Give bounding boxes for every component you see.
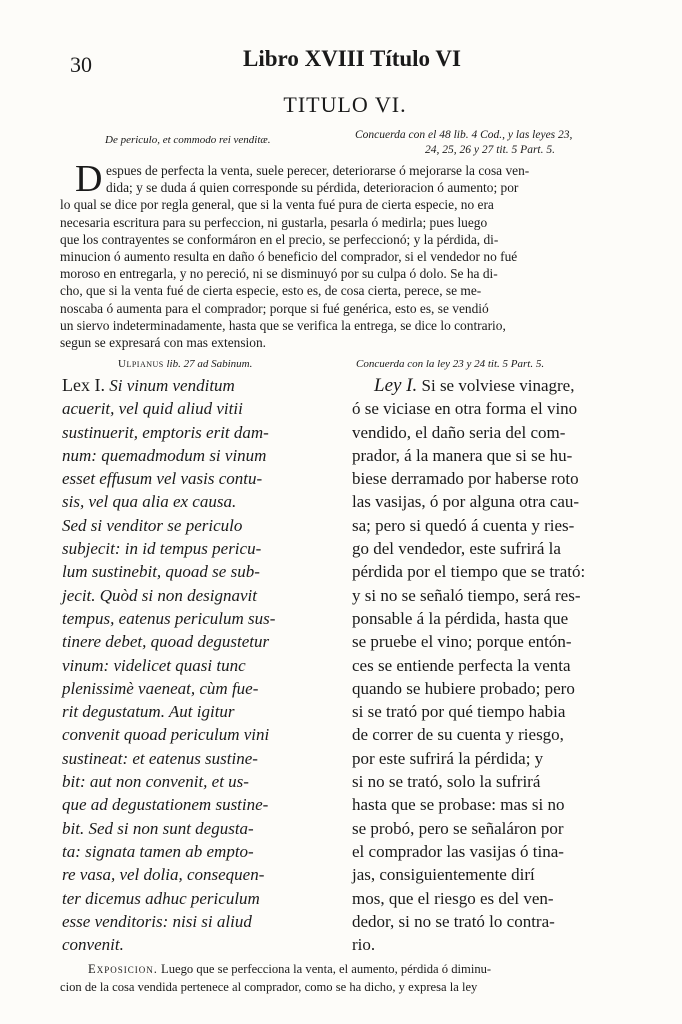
latin-line: re vasa, vel dolia, consequen- — [62, 865, 265, 885]
latin-line: vinum: videlicet quasi tunc — [62, 655, 246, 675]
intro-line: que los contrayentes se conformáron en el precio, se perfeccionó; y la pérdida, di- — [60, 231, 499, 247]
latin-source-ref: lib. 27 ad Sabinum. — [166, 358, 253, 370]
latin-line: rit degustatum. Aut igitur — [62, 702, 235, 722]
exposition-paragraph — [60, 960, 628, 996]
spanish-line: si no se trató, solo la sufrirá — [352, 772, 541, 792]
latin-line: lum sustinebit, quoad se sub- — [62, 562, 260, 582]
latin-line: sis, vel qua alia ex causa. — [62, 492, 237, 512]
spanish-line: pérdida por el tiempo que se trató: — [352, 562, 586, 582]
concordance-line-1: Concuerda con el 48 lib. 4 Cod., y las leyes 23, — [355, 129, 573, 141]
latin-rubric: De periculo, et commodo rei venditæ. — [105, 134, 271, 146]
spanish-line: se pruebe el vino; porque entón- — [352, 632, 572, 652]
spanish-concordance-head: Concuerda con la ley 23 y 24 tit. 5 Part. 5. — [356, 358, 545, 370]
intro-line: dida; y se duda á quien corresponde su pérdida, deterioracion ó aumento; por — [106, 180, 519, 196]
intro-line: noscaba ó aumenta para el comprador; porque si fué genérica, esto es, se vendió — [60, 300, 489, 316]
spanish-line: si se trató por qué tiempo habia — [352, 702, 566, 722]
latin-lead: Lex I. — [62, 375, 105, 395]
intro-line: necesaria escritura para su perfeccion, ni gustarla, pesarla ó medirla; pues luego — [60, 214, 488, 230]
spanish-line: ces se entiende perfecta la venta — [352, 655, 571, 675]
spanish-line: biese derramado por haberse roto — [352, 469, 579, 489]
spanish-line: las vasijas, ó por alguna otra cau- — [352, 492, 580, 512]
latin-line: que ad degustationem sustine- — [62, 795, 269, 815]
spanish-line: vendido, el daño seria del com- — [352, 422, 566, 442]
latin-line: tinere debet, quoad degustetur — [62, 632, 270, 652]
section-title: TITULO VI. — [283, 92, 407, 117]
spanish-line — [352, 374, 628, 397]
spanish-line: dedor, si no se trató lo contra- — [352, 911, 555, 931]
running-head: Libro XVIII Título VI — [243, 46, 461, 71]
latin-line-text: Si vinum venditum — [109, 376, 235, 395]
latin-column — [62, 374, 338, 956]
intro-line: un siervo indeterminadamente, hasta que se verifica la entrega, se dice lo contrario, — [60, 317, 506, 333]
spanish-line: hasta que se probase: mas si no — [352, 795, 565, 815]
latin-line: convenit. — [62, 935, 124, 955]
spanish-line: se probó, pero se señaláron por — [352, 818, 564, 838]
exposition-label: Exposicion. — [88, 962, 158, 976]
latin-line: Sed si venditor se periculo — [62, 515, 243, 535]
spanish-column — [352, 374, 628, 956]
exposition-line — [88, 960, 628, 978]
latin-source-head — [118, 358, 252, 370]
intro-line: segun se expresará con mas extension. — [60, 335, 266, 351]
latin-line: tempus, eatenus periculum sus- — [62, 608, 276, 628]
concordance-line-2: 24, 25, 26 y 27 tit. 5 Part. 5. — [424, 144, 555, 156]
latin-line: subjecit: in id tempus pericu- — [62, 539, 262, 559]
latin-line: jecit. Quòd si non designavit — [62, 585, 258, 605]
intro-line: moroso en entregarla, y no pereció, ni se disminuyó por su culpa ó dolo. Se ha di- — [60, 266, 498, 282]
spanish-line: por este sufrirá la pérdida; y — [352, 748, 544, 768]
spanish-lead: Ley I. — [374, 375, 418, 396]
latin-line: ta: signata tamen ab empto- — [62, 841, 254, 861]
spanish-line: prador, á la manera que si se hu- — [352, 445, 573, 465]
spanish-line: el comprador las vasijas ó tina- — [352, 841, 564, 861]
latin-line — [62, 374, 338, 397]
intro-line: lo qual se dice por regla general, que si la venta fué pura de cierta especie, no era — [60, 197, 494, 213]
latin-line: num: quemadmodum si vinum — [62, 445, 267, 465]
spanish-line: y si no se señaló tiempo, será res- — [352, 585, 581, 605]
intro-line: cho, que si la venta fué de cierta especie, esto es, de cosa cierta, perece, se me- — [60, 283, 482, 299]
latin-line: convenit quoad periculum vini — [62, 725, 270, 745]
concordance-note — [355, 128, 625, 158]
spanish-line: jas, consiguientemente dirí — [352, 865, 535, 885]
spanish-line: mos, que el riesgo es del ven- — [352, 888, 554, 908]
intro-paragraph — [60, 158, 627, 351]
latin-line: esse venditoris: nisi si aliud — [62, 911, 252, 931]
latin-source-author: Ulpianus — [118, 358, 164, 370]
intro-line: minucion ó aumento resulta en daño ó beneficio del comprador, si el vendedor no fué — [60, 249, 518, 265]
latin-line: bit. Sed si non sunt degusta- — [62, 818, 254, 838]
page-number: 30 — [70, 52, 92, 77]
latin-line: sustinuerit, emptoris erit dam- — [62, 422, 269, 442]
exposition-line-text: Luego que se perfecciona la venta, el aumento, pérdida ó diminu- — [161, 962, 492, 976]
exposition-line: cion de la cosa vendida pertenece al comprador, como se ha dicho, y expresa la ley — [60, 980, 478, 994]
spanish-line-text: Si se volviese vinagre, — [421, 376, 575, 395]
latin-line: esset effusum vel vasis contu- — [62, 469, 263, 489]
spanish-line: go del vendedor, este sufrirá la — [352, 539, 561, 559]
intro-line: espues de perfecta la venta, suele perecer, deteriorarse ó mejorarse la cosa ven- — [106, 163, 530, 178]
latin-line: plenissimè vaeneat, cùm fue- — [62, 678, 259, 698]
drop-cap: D — [75, 158, 103, 200]
latin-line: bit: aut non convenit, et us- — [62, 772, 249, 792]
latin-line: sustineat: et eatenus sustine- — [62, 748, 258, 768]
spanish-line: rio. — [352, 935, 376, 955]
spanish-line: quando se hubiere probado; pero — [352, 678, 575, 698]
spanish-line: de correr de su cuenta y riesgo, — [352, 725, 564, 745]
spanish-line: sa; pero si quedó á cuenta y ries- — [352, 515, 575, 535]
latin-line: acuerit, vel quid aliud vitii — [62, 399, 243, 419]
spanish-line: ó se viciase en otra forma el vino — [352, 399, 578, 419]
spanish-line: ponsable á la pérdida, hasta que — [352, 608, 569, 628]
latin-line: ter dicemus adhuc periculum — [62, 888, 260, 908]
